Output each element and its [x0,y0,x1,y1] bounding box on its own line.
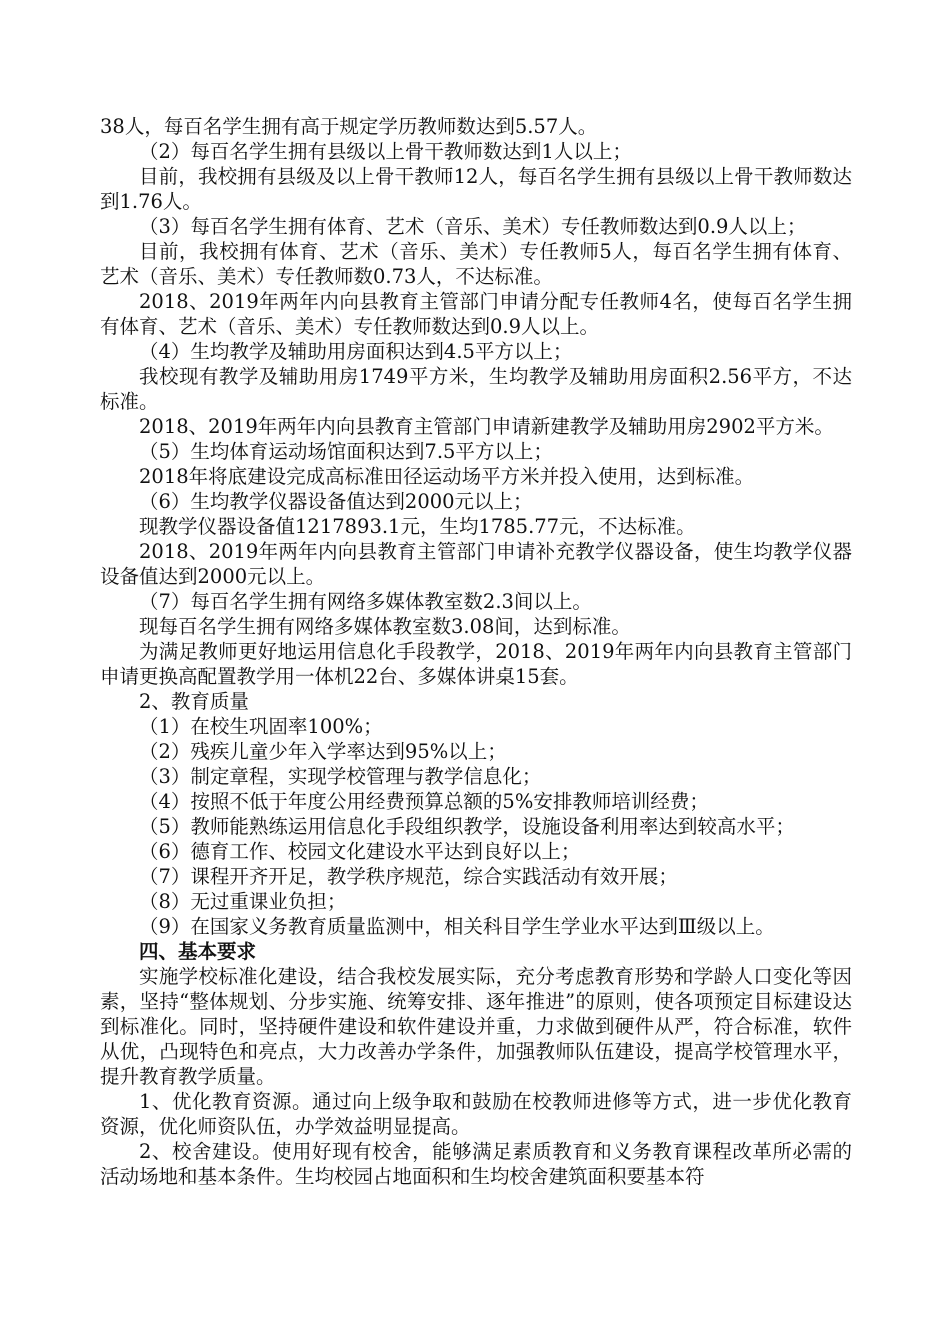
subsection-title: 2、教育质量 [139,690,249,713]
paragraph: 为满足教师更好地运用信息化手段教学，2018、2019年两年内向县教育主管部门申请更换高配置教学用一体机22台、多媒体讲桌15套。 [100,640,852,688]
paragraph: 2018、2019年两年内向县教育主管部门申请补充教学仪器设备，使生均教学仪器设备值达到2000元以上。 [100,540,852,588]
paragraph: （4）生均教学及辅助用房面积达到4.5平方以上； [139,340,573,363]
list-item: （9）在国家义务教育质量监测中，相关科目学生学业水平达到Ⅲ级以上。 [139,915,775,938]
paragraph: 1、优化教育资源。通过向上级争取和鼓励在校教师进修等方式，进一步优化教育资源，优化师资队伍，办学效益明显提高。 [100,1090,852,1138]
section-heading: 四、基本要求 [139,940,257,963]
list-item: （8）无过重课业负担； [139,890,347,913]
document-page [100,114,852,1189]
list-item: （1）在校生巩固率100%； [139,715,383,738]
paragraph: 我校现有教学及辅助用房1749平方米，生均教学及辅助用房面积2.56平方，不达标准。 [100,365,852,413]
paragraph: （6）生均教学仪器设备值达到2000元以上； [139,490,533,513]
paragraph: （2）每百名学生拥有县级以上骨干教师数达到1人以上； [139,140,632,163]
paragraph: （7）每百名学生拥有网络多媒体教室数2.3间以上。 [139,590,592,613]
paragraph: 2018、2019年两年内向县教育主管部门申请新建教学及辅助用房2902平方米。 [139,415,834,438]
paragraph: 目前，我校拥有县级及以上骨干教师12人，每百名学生拥有县级以上骨干教师数达到1.76人。 [100,165,852,213]
paragraph: 目前，我校拥有体育、艺术（音乐、美术）专任教师5人，每百名学生拥有体育、艺术（音乐、美术）专任教师数0.73人，不达标准。 [100,240,852,288]
paragraph: 实施学校标准化建设，结合我校发展实际，充分考虑教育形势和学龄人口变化等因素，坚持“整体规划、分步实施、统筹安排、逐年推进”的原则，使各项预定目标建设达到标准化。同时，坚持硬件建设和软件建设并重，力求做到硬件从严，符合标准，软件从优，凸现特色和亮点，大力改善办学条件，加强教师队伍建设，提高学校管理水平，提升教育教学质量。 [100,965,852,1088]
paragraph: 现每百名学生拥有网络多媒体教室数3.08间，达到标准。 [139,615,631,638]
list-item: （7）课程开齐开足，教学秩序规范，综合实践活动有效开展； [139,865,678,888]
list-item: （3）制定章程，实现学校管理与教学信息化； [139,765,542,788]
paragraph-continuation: 38人，每百名学生拥有高于规定学历教师数达到5.57人。 [100,115,598,138]
paragraph: （3）每百名学生拥有体育、艺术（音乐、美术）专任教师数达到0.9人以上； [139,215,807,238]
paragraph: 2018年将底建设完成高标准田径运动场平方米并投入使用，达到标准。 [139,465,755,488]
paragraph: 现教学仪器设备值1217893.1元，生均1785.77元，不达标准。 [139,515,696,538]
list-item: （2）残疾儿童少年入学率达到95%以上； [139,740,507,763]
list-item: （6）德育工作、校园文化建设水平达到良好以上； [139,840,581,863]
list-item: （4）按照不低于年度公用经费预算总额的5%安排教师培训经费； [139,790,709,813]
paragraph: 2、校舍建设。使用好现有校舍，能够满足素质教育和义务教育课程改革所必需的活动场地和基本条件。生均校园占地面积和生均校舍建筑面积要基本符 [100,1140,852,1188]
paragraph: （5）生均体育运动场馆面积达到7.5平方以上； [139,440,553,463]
paragraph: 2018、2019年两年内向县教育主管部门申请分配专任教师4名，使每百名学生拥有体育、艺术（音乐、美术）专任教师数达到0.9人以上。 [100,290,852,338]
list-item: （5）教师能熟练运用信息化手段组织教学，设施设备利用率达到较高水平； [139,815,795,838]
